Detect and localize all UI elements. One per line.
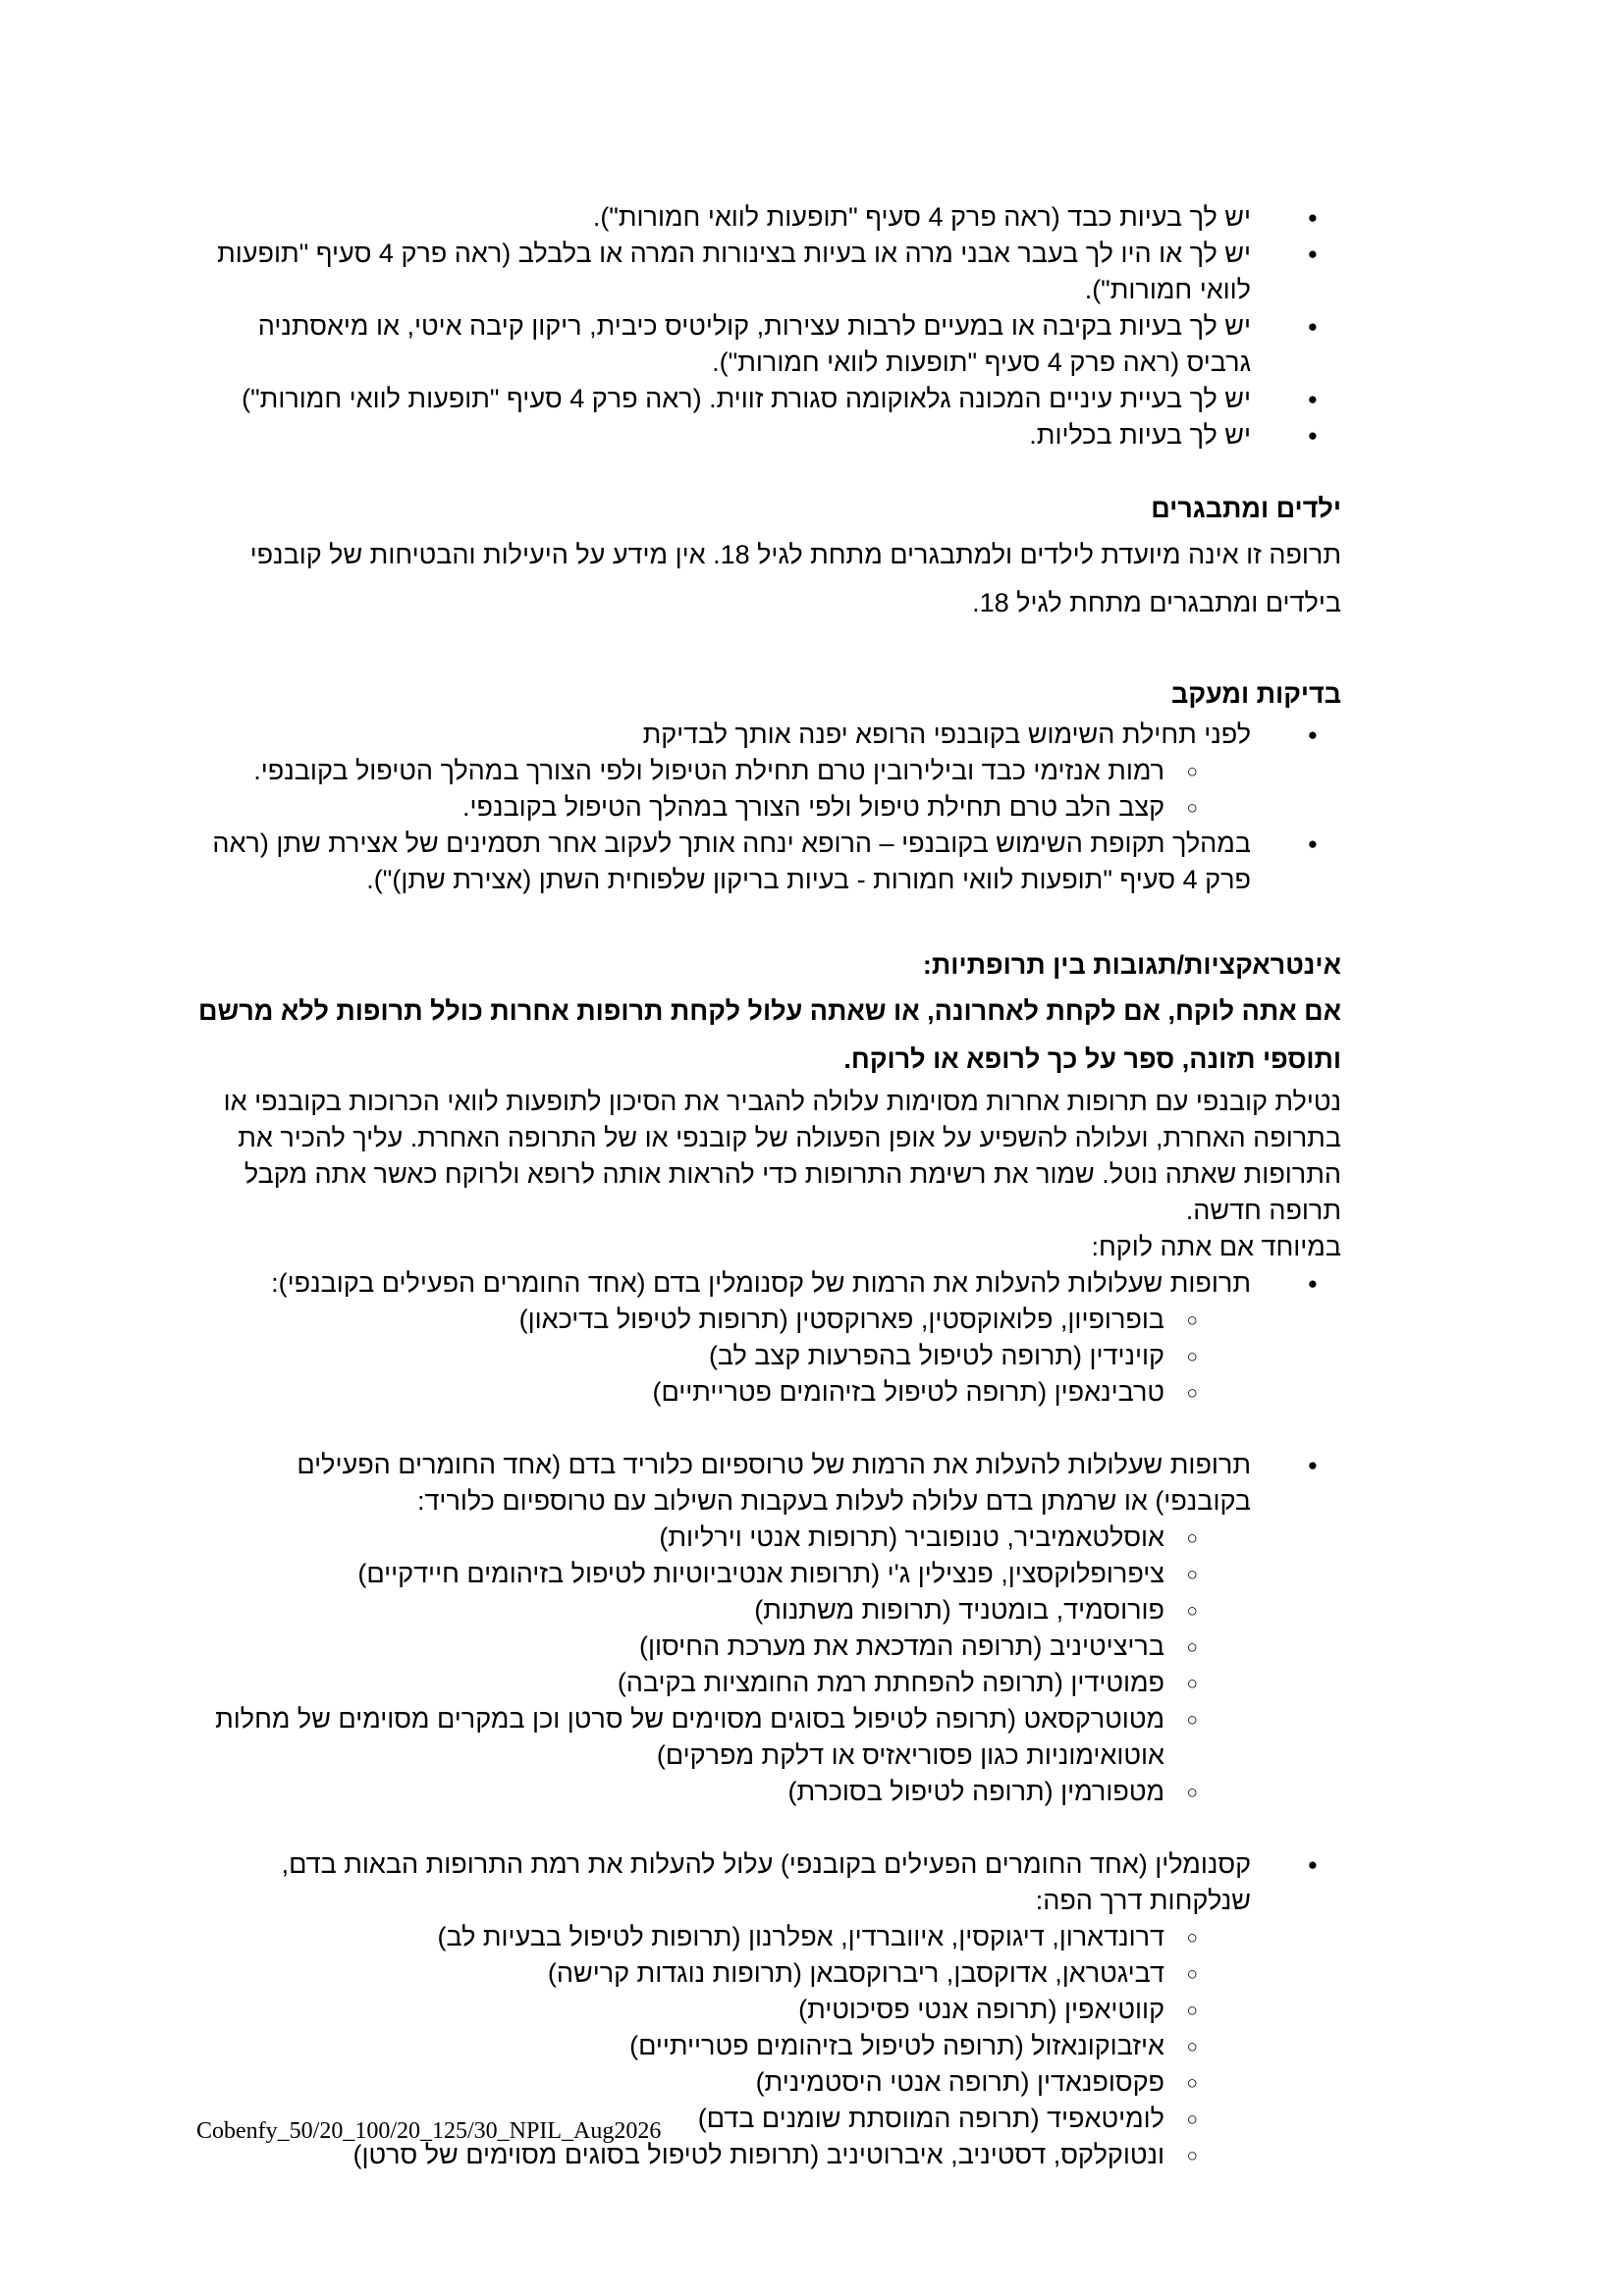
list-item: ● יש לך בעיות בכליות. [196,417,1341,454]
sub-list-item: ○ דביגטראן, אדוקסבן, ריברוקסבאן (תרופות נוגדות קרישה) [196,1955,1251,1992]
list-item: ● יש לך או היו לך בעבר אבני מרה או בעיות בצינורות המרה או בלבלב (ראה פרק 4 סעיף "תופעות לוואי חמורות"). [196,236,1341,308]
precautions-list [196,199,1341,454]
sub-list-item: ○ מטפורמין (תרופה לטיפול בסוכרת) [196,1774,1251,1810]
sub-list-item: ○ איזבוקונאזול (תרופה לטיפול בזיהומים פטרייתיים) [196,2028,1251,2064]
sub-list-item: ○ לומיטאפיד (תרופה המווסתת שומנים בדם) [196,2101,1251,2137]
sub-list-item: ○ טרבינאפין (תרופה לטיפול בזיהומים פטרייתיים) [196,1374,1251,1411]
sub-list-item: ○ אוסלטאמיביר, טנופוביר (תרופות אנטי וירליות) [196,1520,1251,1556]
sub-list-item: ○ ציפרופלוקסצין, פנצילין ג'י (תרופות אנטיביוטיות לטיפול בזיהומים חיידקיים) [196,1556,1251,1592]
sub-list-item: ○ קצב הלב טרם תחילת טיפול ולפי הצורך במהלך הטיפול בקובנפי. [196,789,1251,826]
children-text: תרופה זו אינה מיועדת לילדים ולמתבגרים מתחת לגיל 18. אין מידע על היעילות והבטיחות של קובנפי בילדים ומתבגרים מתחת לגיל 18. [249,540,1341,617]
drug-group-text: תרופות שעלולות להעלות את הרמות של קסנומלין בדם (אחד החומרים הפעילים בקובנפי): [271,1268,1251,1298]
list-item: ● יש לך בעיות כבד (ראה פרק 4 סעיף "תופעות לוואי חמורות"). [196,199,1341,236]
list-item [196,1447,1341,1846]
interactions-paragraph: נטילת קובנפי עם תרופות אחרות מסוימות עלולה להגביר את הסיכון לתופעות לוואי הכרוכות בקובנפי או בתרופה האחרת, ועלולה להשפיע על אופן הפעולה של קובנפי או של התרופה האחרת. עליך להכיר את התרופות שאתה נוטל. שמור את רשימת התרופות כדי להראות אותה לרופא ולרוקח כאשר אתה מקבל תרופה חדשה. [223,1087,1341,1225]
tests-item-text: לפני תחילת השימוש בקובנפי הרופא יפנה אותך לבדיקת [642,720,1251,749]
children-heading: ילדים ומתבגרים [1151,494,1341,523]
sub-list-item: ○ פמוטידין (תרופה להפחתת רמת החומציות בקיבה) [196,1665,1251,1701]
list-item: ● יש לך בעיות בקיבה או במעיים לרבות עצירות, קוליטיס כיבית, ריקון קיבה איטי, או מיאסתניה גרביס (ראה פרק 4 סעיף "תופעות לוואי חמורות"). [196,308,1341,381]
list-item [196,1265,1341,1447]
drug-sublist [196,1520,1251,1810]
list-item [196,717,1341,826]
sub-list-item: ○ דרונדארון, דיגוקסין, איווברדין, אפלרנון (תרופות לטיפול בבעיות לב) [196,1919,1251,1955]
tests-sublist [196,753,1251,826]
spacer [196,1810,1251,1846]
spacer [196,1411,1251,1447]
list-item: ● יש לך בעיית עיניים המכונה גלאוקומה סגורת זווית. (ראה פרק 4 סעיף "תופעות לוואי חמורות") [196,381,1341,417]
drug-group-text: קסנומלין (אחד החומרים הפעילים בקובנפי) עלול להעלות את רמת התרופות הבאות בדם, שנלקחות דרך הפה: [281,1849,1251,1915]
drug-group-text: תרופות שעלולות להעלות את הרמות של טרוספיום כלוריד בדם (אחד החומרים הפעילים בקובנפי) או שרמתן בדם עלולה לעלות בעקבות השילוב עם טרוספיום כלוריד: [297,1450,1251,1516]
tests-section [196,676,1341,898]
sub-list-item: ○ ונטוקלקס, דסטיניב, איברוטיניב (תרופות לטיפול בסוגים מסוימים של סרטן) [196,2137,1251,2173]
sub-list-item: ○ בופרופיון, פלואוקסטין, פארוקסטין (תרופות לטיפול בדיכאון) [196,1302,1251,1338]
leaflet-content [196,199,1341,2173]
interactions-heading: אינטראקציות/תגובות בין תרופתיות: [922,950,1341,980]
sub-list-item: ○ קווטיאפין (תרופה אנטי פסיכוטית) [196,1992,1251,2028]
tests-list [196,717,1341,898]
sub-list-item: ○ קוינידין (תרופה לטיפול בהפרעות קצב לב) [196,1338,1251,1374]
sub-list-item: ○ בריציטיניב (תרופה המדכאת את מערכת החיסון) [196,1629,1251,1665]
sub-list-item: ○ מטוטרקסאט (תרופה לטיפול בסוגים מסוימים של סרטן וכן במקרים מסוימים של מחלות אוטואימוניות כגון פסוריאזיס או דלקת מפרקים) [196,1701,1251,1774]
sub-list-item: ○ רמות אנזימי כבד ובילירובין טרם תחילת הטיפול ולפי הצורך במהלך הטיפול בקובנפי. [196,753,1251,789]
interactions-bold-text: אם אתה לוקח, אם לקחת לאחרונה, או שאתה עלול לקחת תרופות אחרות כולל תרופות ללא מרשם ותוספי תזונה, ספר על כך לרופא או לרוקח. [198,996,1341,1074]
document-footer-code: Cobenfy_50/20_100/20_125/30_NPIL_Aug2026 [196,2118,662,2144]
drug-group-list [196,1265,1341,2173]
interactions-section [196,947,1341,2173]
list-item: ● במהלך תקופת השימוש בקובנפי – הרופא ינחה אותך לעקוב אחר תסמינים של אצירת שתן (ראה פרק 4 סעיף "תופעות לוואי חמורות - בעיות בריקון שלפוחית השתן (אצירת שתן)"). [196,826,1341,898]
sub-list-item: ○ פורוסמיד, בומטניד (תרופות משתנות) [196,1592,1251,1629]
tests-heading: בדיקות ומעקב [1171,679,1341,709]
interactions-intro: במיוחד אם אתה לוקח: [1091,1232,1341,1261]
sub-list-item: ○ פקסופנאדין (תרופה אנטי היסטמינית) [196,2064,1251,2101]
drug-sublist [196,1302,1251,1411]
children-section [196,491,1341,627]
